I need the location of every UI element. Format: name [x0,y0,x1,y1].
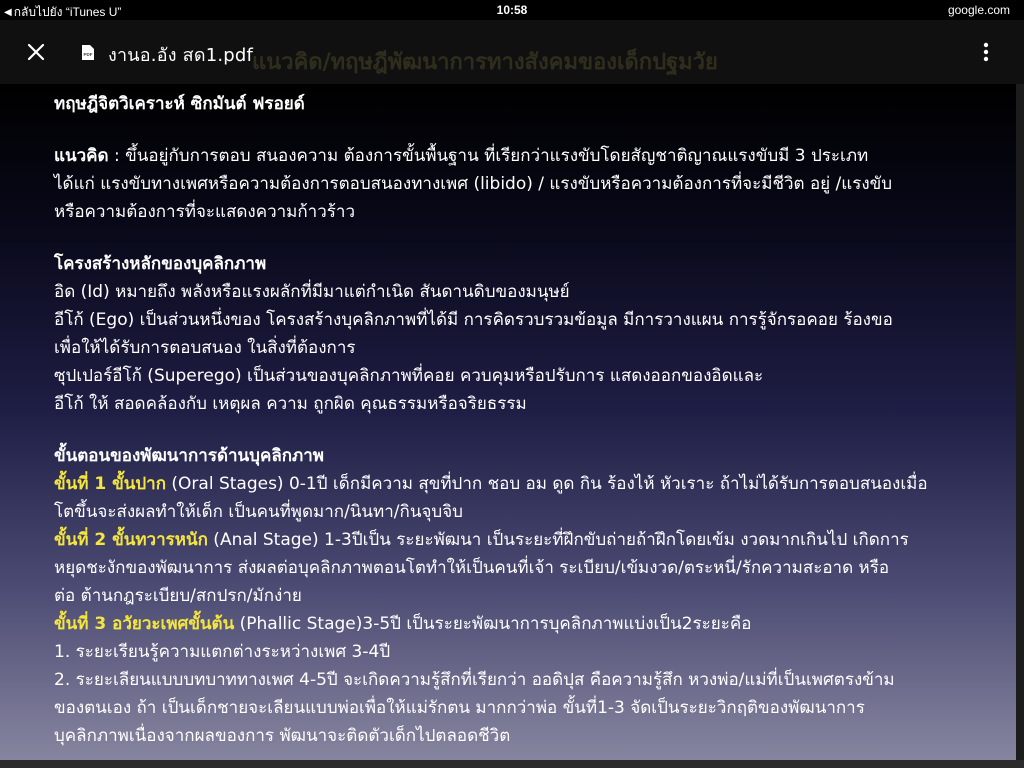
back-label: กลับไปยัง “iTunes U” [13,5,122,19]
more-vert-icon[interactable] [974,40,998,64]
stage1-line-2: โตขึ้นจะส่งผลทำให้เด็ก เป็นคนที่พูดมาก/นินทา/กินจุบจิบ [54,502,463,522]
pdf-page [0,84,1016,760]
status-bar [0,0,1024,20]
stage3-text: (Phallic Stage)3-5ปี เป็นระยะพัฒนาการบุคลิกภาพแบ่งเป็น2ระยะคือ [234,614,752,634]
stage1-text: (Oral Stages) 0-1ปี เด็กมีความ สุขที่ปาก ชอบ อม ดูด กิน ร้องไห้ หัวเราะ ถ้าไม่ได้รับการตอบสนองเมื่อ [166,474,928,494]
concept-line-3: หรือความต้องการที่จะแสดงความก้าวร้าว [54,202,355,222]
close-icon[interactable] [22,38,50,66]
stages-heading: ขั้นตอนของพัฒนาการด้านบุคลิกภาพ [54,446,324,466]
concept-label: แนวคิด [54,146,109,166]
structure-line-5: อีโก้ ให้ สอดคล้องกับ เหตุผล ความ ถูกผิด คุณธรรมหรือจริยธรรม [54,394,527,414]
stage2-label: ขั้นที่ 2 ขั้นทวารหนัก [54,530,208,550]
pdf-file-icon [81,44,95,61]
stage1-label: ขั้นที่ 1 ขั้นปาก [54,474,166,494]
stage3-sub-2-line-1: 2. ระยะเลียนแบบบทบาททางเพศ 4-5ปี จะเกิดความรู้สึกที่เรียกว่า ออดิปุส คือความรู้สึก หวงพ่อ/แม่ที่เป็นเพศตรงข้าม [54,670,895,690]
structure-heading: โครงสร้างหลักของบุคลิกภาพ [54,254,267,274]
file-name: งานอ.อัง สด1.pdf [108,45,254,66]
svg-text:PDF: PDF [83,52,93,57]
concept-text-1: : ขึ้นอยู่กับการตอบ สนองความ ต้องการขั้นพื้นฐาน ที่เรียกว่าแรงขับโดยสัญชาติญาณแรงขับมี 3 ประเภท [108,146,869,166]
stage2-line-1 [54,526,1004,554]
theory-heading: ทฤษฎีจิตวิเคราะห์ ซิกมันต์ ฟรอยด์ [54,94,305,114]
concept-line-1 [54,142,1004,170]
slide-content [54,90,1004,750]
structure-line-2: อีโก้ (Ego) เป็นส่วนหนึ่งของ โครงสร้างบุคลิกภาพที่ได้มี การคิดรวบรวมข้อมูล มีการวางแผน การรู้จักรอคอย ร้องขอ [54,310,893,330]
concept-line-2: ได้แก่ แรงขับทางเพศหรือความต้องการตอบสนองทางเพศ (libido) / แรงขับหรือความต้องการที่จะมีชีวิต อยู่ /แรงขับ [54,174,893,194]
stage3-label: ขั้นที่ 3 อวัยวะเพศขั้นต้น [54,614,235,634]
stage3-sub-1: 1. ระยะเรียนรู้ความแตกต่างระหว่างเพศ 3-4ปี [54,642,391,662]
scrollbar-track[interactable] [1016,84,1024,768]
stage3-sub-2-line-3: บุคลิกภาพเนื่องจากผลของการ พัฒนาจะติดตัวเด็กไปตลอดชีวิต [54,726,511,746]
status-time: 10:58 [496,3,528,17]
stage1-line-1 [54,470,1004,498]
pdf-viewer-toolbar [0,20,1024,84]
bottom-edge [0,760,1024,768]
structure-line-1: อิด (Id) หมายถึง พลังหรือแรงผลักที่มีมาแต่กำเนิด สันดานดิบของมนุษย์ [54,282,570,302]
back-arrow-icon: ◀ [4,6,12,18]
stage2-text: (Anal Stage) 1-3ปีเป็น ระยะพัฒนา เป็นระยะที่ฝึกขับถ่ายถ้าฝึกโดยเข้ม งวดมากเกินไป เกิดการ [207,530,909,550]
stage2-line-3: ต่อ ต้านกฎระเบียบ/สกปรก/มักง่าย [54,586,302,606]
stage3-line-1 [54,610,1004,638]
status-domain: google.com [947,3,1010,17]
stage3-sub-2-line-2: ของตนเอง ถ้า เป็นเด็กชายจะเลียนแบบพ่อเพื่อให้แม่รักตน มากกว่าพ่อ ขั้นที่1-3 จัดเป็นระยะวิกฤติของพัฒนาการ [54,698,865,718]
stage2-line-2: หยุดชะงักของพัฒนาการ ส่งผลต่อบุคลิกภาพตอนโตทำให้เป็นคนที่เจ้า ระเบียบ/เข้มงวด/ตระหนี่/รักความสะอาด หรือ [54,558,890,578]
structure-line-4: ซุปเปอร์อีโก้ (Superego) เป็นส่วนของบุคลิกภาพที่คอย ควบคุมหรือปรับการ แสดงออกของอิดและ [54,366,764,386]
structure-line-3: เพื่อให้ได้รับการตอบสนอง ในสิ่งที่ต้องการ [54,338,356,358]
